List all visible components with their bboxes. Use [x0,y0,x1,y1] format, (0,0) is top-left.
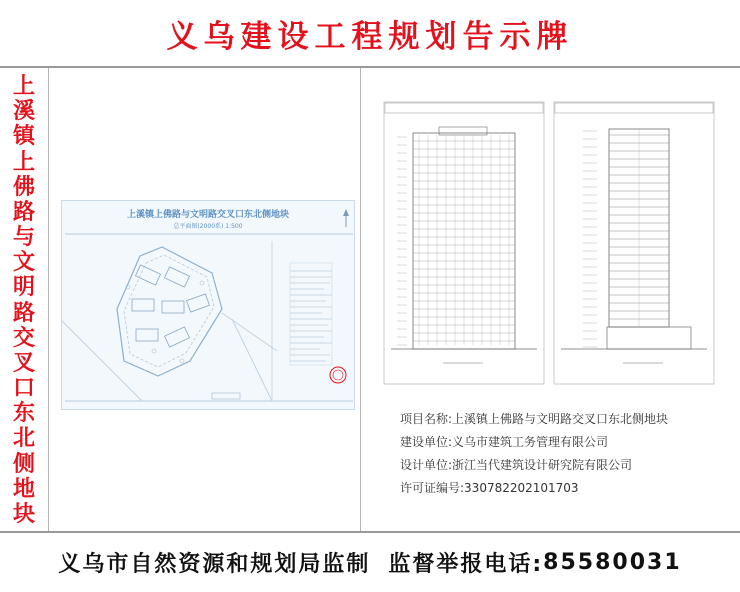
project-name-char: 地 [12,476,35,502]
site-plan-subtitle: 总平面图(2000系) 1:500 [173,223,243,230]
builder-value: 义乌市建筑工务管理有限公司 [452,435,609,449]
hotline-number[interactable]: 85580031 [543,550,682,575]
project-name-char: 侧 [12,451,35,477]
project-info [400,408,730,500]
middle-divider [360,68,361,531]
designer-row [400,454,730,477]
designer-value: 浙江当代建筑设计研究院有限公司 [452,458,633,472]
roof-block [439,127,487,135]
top-divider [0,66,740,68]
project-name-label: 项目名称: [400,412,453,426]
designer-label: 设计单位: [400,458,453,472]
project-name-char: 与 [12,225,35,251]
permit-value: 330782202101703 [464,481,579,495]
project-name-char: 上 [12,149,35,175]
project-name-char: 文 [12,250,35,276]
project-name-char: 北 [12,426,35,452]
permit-label: 许可证编号: [400,481,465,495]
side-elevation-drawing [553,101,715,385]
project-name-char: 叉 [12,350,35,376]
elevation-title-strip [385,103,543,113]
project-name-char: 上 [12,74,35,99]
project-name-value: 上溪镇上佛路与文明路交叉口东北侧地块 [452,412,669,426]
footer-bar [0,533,740,592]
elevation-frame [554,102,714,384]
elevation-title-strip [555,103,713,113]
builder-label: 建设单位: [400,435,453,449]
site-plan-drawing [61,200,355,410]
front-elevation-drawing [383,101,545,385]
site-plan-graphic [62,201,355,410]
project-name-char: 佛 [12,174,35,200]
project-name-char: 明 [12,275,35,301]
side-elevation-graphic [553,101,715,385]
project-name-char: 镇 [12,124,35,150]
front-elevation-graphic [383,101,545,385]
project-name-char: 东 [12,401,35,427]
project-name-char: 口 [12,376,35,402]
hotline-label: 监督举报电话: [388,552,544,577]
builder-row [400,431,730,454]
project-name-row [400,408,730,431]
project-name-char: 路 [12,199,35,225]
permit-row [400,477,730,500]
project-name-vertical [0,76,48,526]
project-name-char: 块 [12,501,35,527]
project-name-char: 交 [12,325,35,351]
project-name-char: 溪 [12,99,35,125]
podium-block [607,327,691,349]
site-plan-title: 上溪镇上佛路与文明路交叉口东北侧地块 [126,210,289,220]
left-divider [48,68,49,531]
project-name-char: 路 [12,300,35,326]
supervisor-text: 义乌市自然资源和规划局监制 [58,552,371,577]
board-title: 义乌建设工程规划告示牌 [166,18,574,55]
